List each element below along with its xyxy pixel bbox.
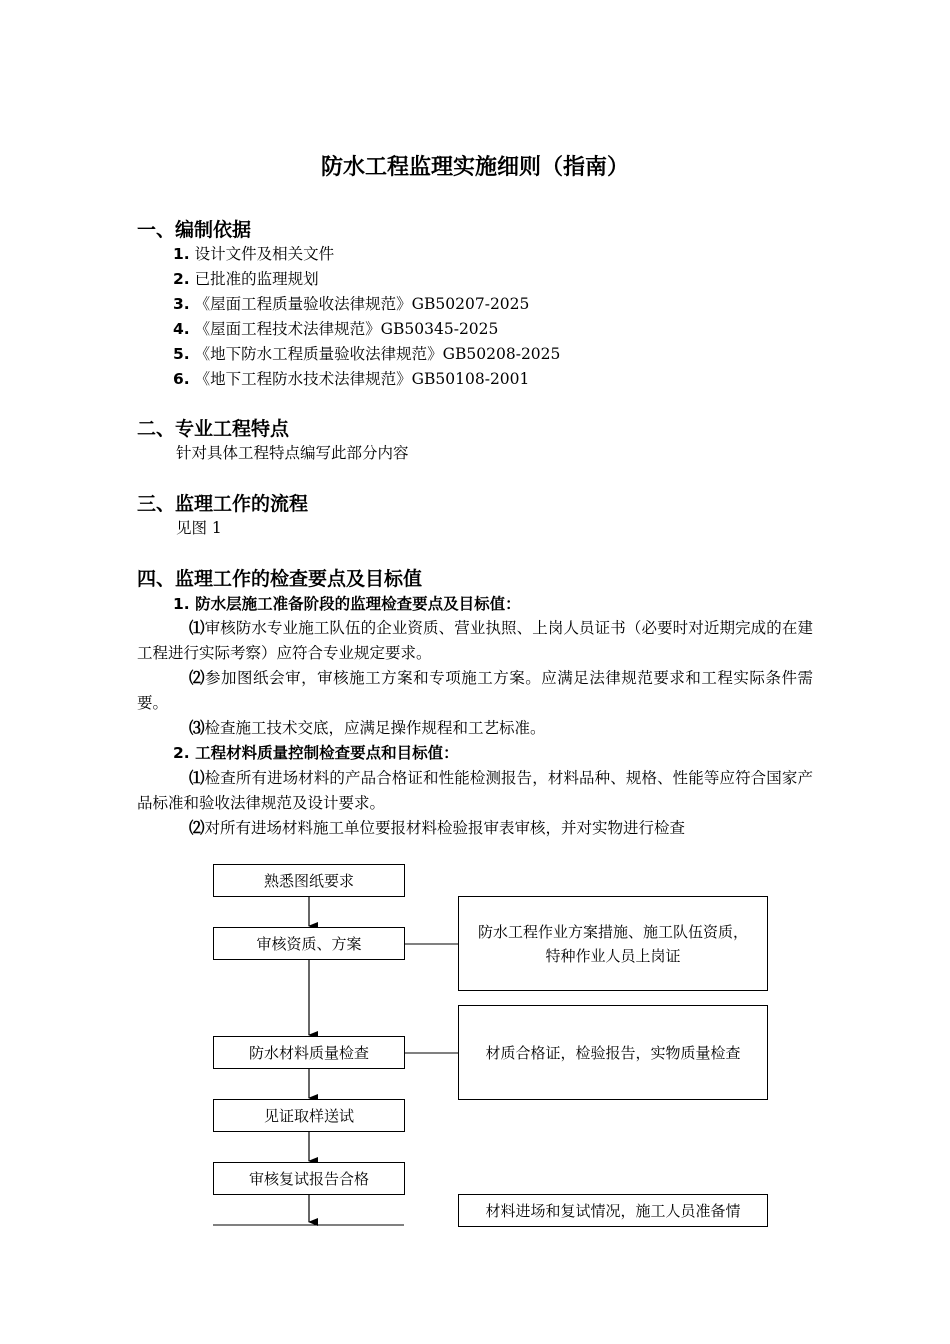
list-item: 1. 设计文件及相关文件 bbox=[173, 245, 335, 263]
subsection-heading-1: 1. 防水层施工准备阶段的监理检查要点及目标值： bbox=[173, 595, 521, 613]
list-item: 4. 《屋面工程技术法律规范》GB50345-2025 bbox=[173, 320, 499, 338]
section-heading-4: 四、监理工作的检查要点及目标值 bbox=[137, 568, 423, 590]
page-title: 防水工程监理实施细则（指南） bbox=[320, 155, 629, 180]
paragraph: ⑴审核防水专业施工队伍的企业资质、营业执照、上岗人员证书（必要时对近期完成的在建工程进行实际考察）应符合专业规定要求。 bbox=[137, 619, 813, 662]
flow-note: 材料进场和复试情况，施工人员准备情 bbox=[458, 1194, 768, 1227]
list-item: 2. 已批准的监理规划 bbox=[173, 270, 319, 288]
paragraph: ⑵参加图纸会审，审核施工方案和专项施工方案。应满足法律规范要求和工程实际条件需要。 bbox=[137, 669, 813, 712]
flow-step: 审核复试报告合格 bbox=[213, 1162, 405, 1195]
flow-step: 见证取样送试 bbox=[213, 1099, 405, 1132]
flow-step: 防水材料质量检查 bbox=[213, 1036, 405, 1069]
section-heading-3: 三、监理工作的流程 bbox=[137, 493, 309, 515]
section-body-2: 针对具体工程特点编写此部分内容 bbox=[176, 444, 409, 462]
paragraph: ⑴检查所有进场材料的产品合格证和性能检测报告，材料品种、规格、性能等应符合国家产品标准和验收法律规范及设计要求。 bbox=[137, 769, 813, 812]
flow-step: 审核资质、方案 bbox=[213, 927, 405, 960]
section-body-3: 见图 1 bbox=[176, 519, 222, 537]
section-heading-1: 一、编制依据 bbox=[137, 219, 252, 241]
list-item: 6. 《地下工程防水技术法律规范》GB50108-2001 bbox=[173, 370, 530, 388]
paragraph: ⑵对所有进场材料施工单位要报材料检验报审表审核，并对实物进行检查 bbox=[189, 819, 686, 837]
list-item: 3. 《屋面工程质量验收法律规范》GB50207-2025 bbox=[173, 295, 530, 313]
section-heading-2: 二、专业工程特点 bbox=[137, 418, 290, 440]
list-item: 5. 《地下防水工程质量验收法律规范》GB50208-2025 bbox=[173, 345, 561, 363]
flow-note: 防水工程作业方案措施、施工队伍资质，特种作业人员上岗证 bbox=[458, 896, 768, 991]
paragraph: ⑶检查施工技术交底，应满足操作规程和工艺标准。 bbox=[189, 719, 546, 737]
flow-step: 熟悉图纸要求 bbox=[213, 864, 405, 897]
subsection-heading-2: 2. 工程材料质量控制检查要点和目标值： bbox=[173, 744, 459, 762]
flow-note: 材质合格证，检验报告，实物质量检查 bbox=[458, 1005, 768, 1100]
